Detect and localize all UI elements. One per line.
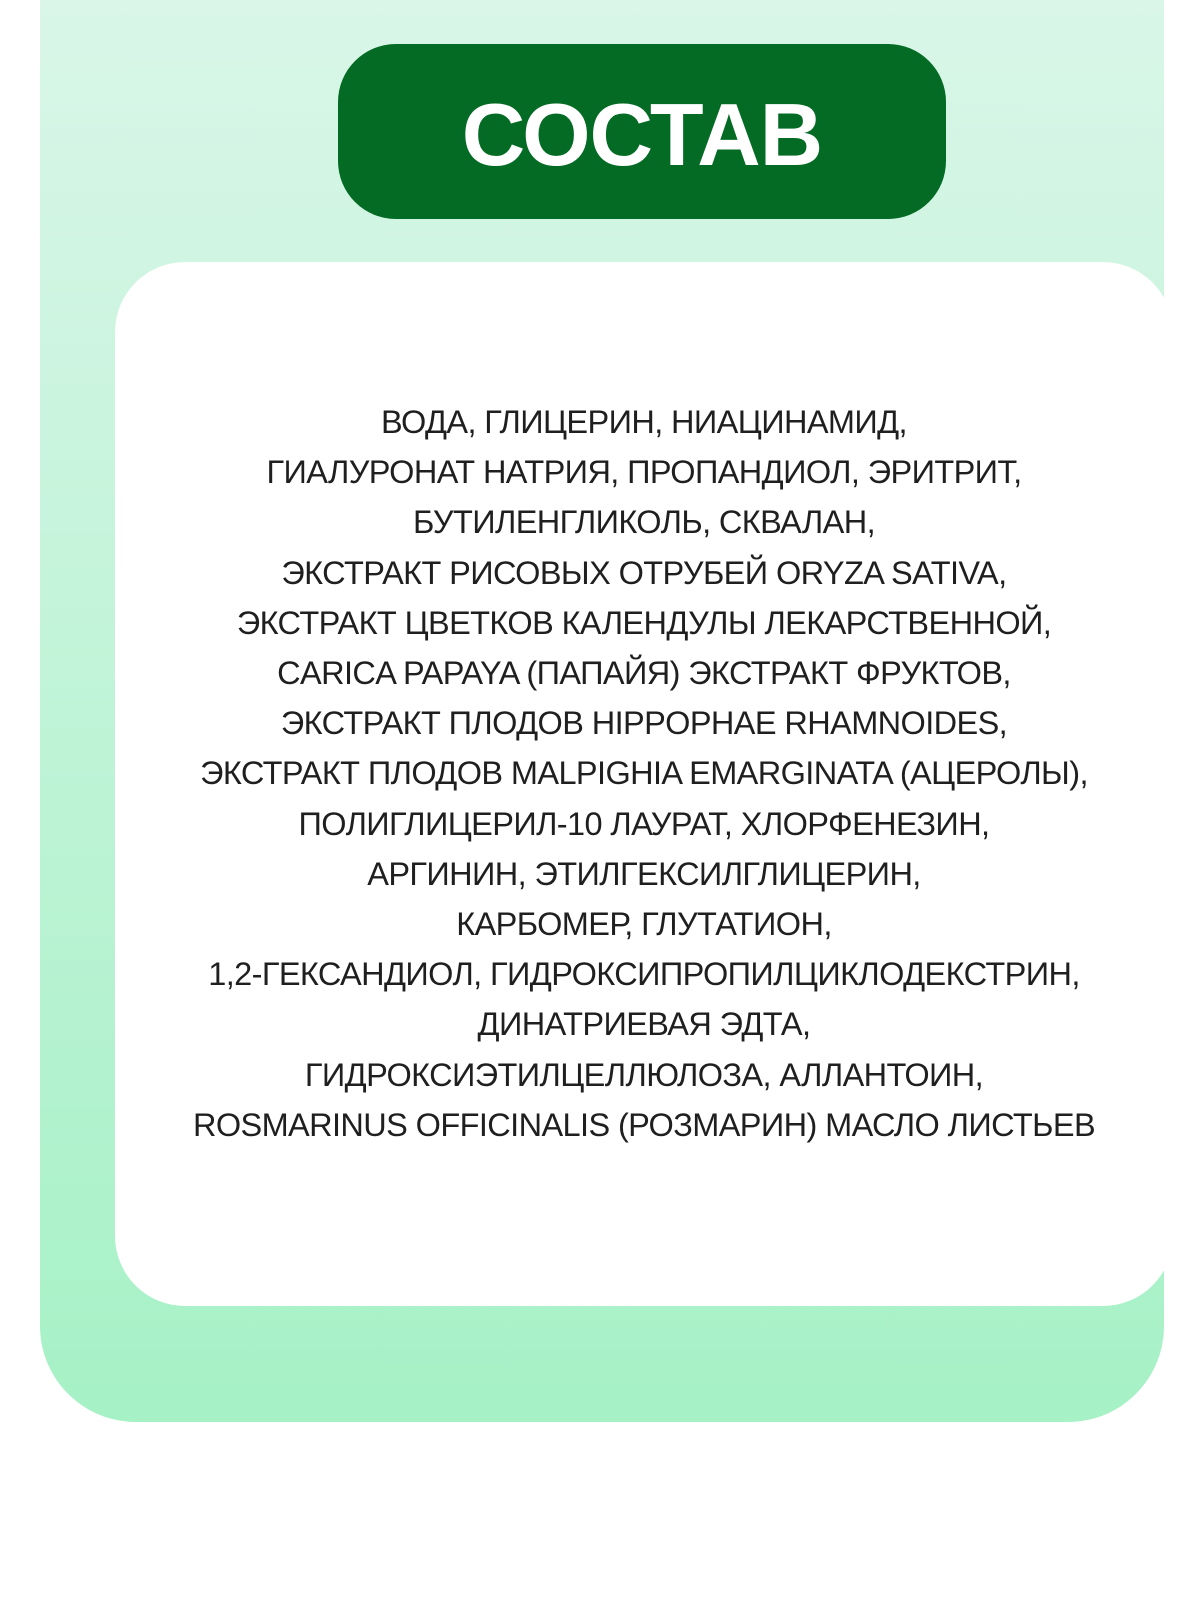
ingredients-card (115, 262, 1173, 1306)
ingredient-line: ЭКСТРАКТ ПЛОДОВ MALPIGHIA EMARGINATA (АЦЕРОЛЫ), (200, 755, 1088, 792)
ingredient-line: ROSMARINUS OFFICINALIS (РОЗМАРИН) МАСЛО ЛИСТЬЕВ (192, 1106, 1096, 1143)
ingredient-line: АРГИНИН, ЭТИЛГЕКСИЛГЛИЦЕРИН, (367, 855, 921, 892)
ingredient-line: ЭКСТРАКТ РИСОВЫХ ОТРУБЕЙ ORYZA SATIVA, (281, 554, 1007, 591)
ingredients-list (115, 397, 1173, 1150)
ingredient-line: БУТИЛЕНГЛИКОЛЬ, СКВАЛАН, (412, 504, 876, 541)
page-title: СОСТАВ (461, 84, 823, 184)
ingredient-line: CARICA PAPAYA (ПАПАЙЯ) ЭКСТРАКТ ФРУКТОВ, (277, 655, 1011, 692)
ingredient-line: ВОДА, ГЛИЦЕРИН, НИАЦИНАМИД, (381, 404, 907, 440)
ingredient-line: ЭКСТРАКТ ПЛОДОВ HIPPOPHAE RHAMNOIDES, (280, 705, 1008, 742)
ingredient-line: КАРБОМЕР, ГЛУТАТИОН, (456, 906, 832, 943)
ingredient-line: ЭКСТРАКТ ЦВЕТКОВ КАЛЕНДУЛЫ ЛЕКАРСТВЕННОЙ, (236, 604, 1052, 641)
ingredient-line: ПОЛИГЛИЦЕРИЛ-10 ЛАУРАТ, ХЛОРФЕНЕЗИН, (298, 805, 990, 842)
ingredient-line: ДИНАТРИЕВАЯ ЭДТА, (477, 1006, 811, 1043)
ingredient-line: ГИАЛУРОНАТ НАТРИЯ, ПРОПАНДИОЛ, ЭРИТРИТ, (266, 454, 1022, 491)
background-panel (40, 0, 1164, 1422)
title-badge (338, 44, 946, 219)
ingredient-line: ГИДРОКСИЭТИЛЦЕЛЛЮЛОЗА, АЛЛАНТОИН, (304, 1056, 984, 1093)
ingredient-line: 1,2-ГЕКСАНДИОЛ, ГИДРОКСИПРОПИЛЦИКЛОДЕКСТРИН, (208, 956, 1080, 993)
